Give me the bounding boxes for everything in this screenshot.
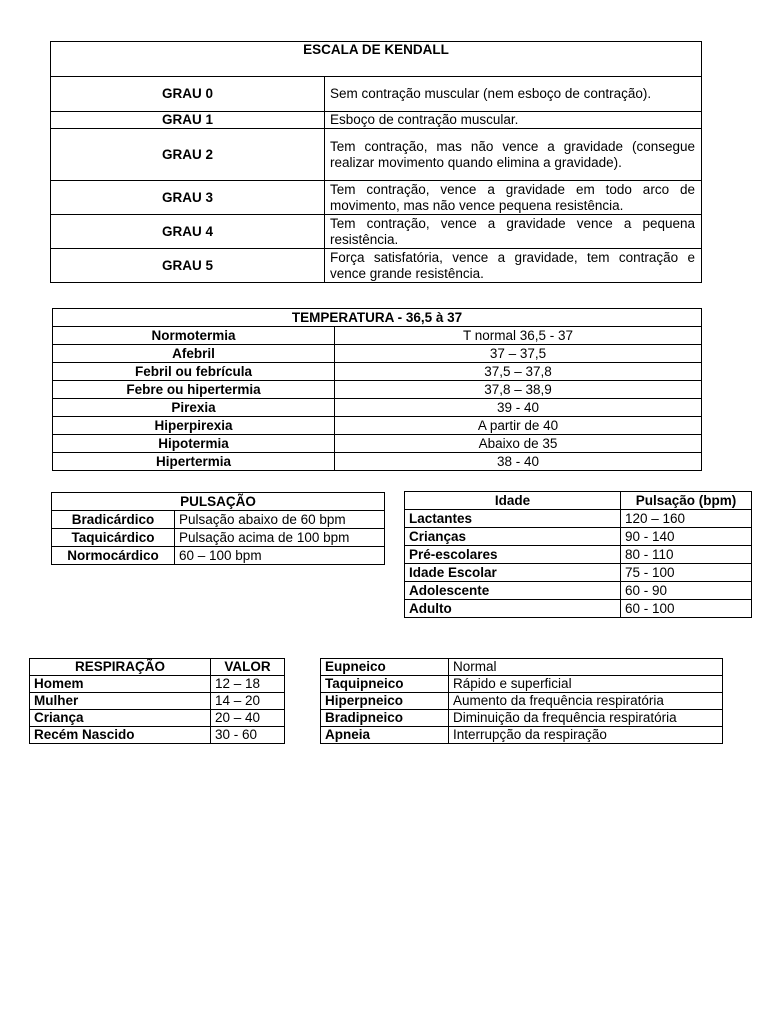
breathing-pattern-value: Normal [449,659,723,676]
respiration-value: 12 – 18 [211,676,285,693]
breathing-pattern-label: Apneia [321,727,449,744]
kendall-description: Tem contração, mas não vence a gravidade (consegue realizar movimento quando elimina a gravidade). [325,129,702,181]
pulse-label: Taquicárdico [52,529,175,547]
temperature-label: Hiperpirexia [53,417,335,435]
pulse-title: PULSAÇÃO [52,493,385,511]
age-label: Adulto [405,600,621,618]
value-header: VALOR [211,659,285,676]
kendall-grade: GRAU 2 [51,129,325,181]
respiration-label: Mulher [30,693,211,710]
kendall-description: Esboço de contração muscular. [325,112,702,129]
age-label: Pré-escolares [405,546,621,564]
age-pulse-value: 80 - 110 [621,546,752,564]
temperature-value: 37,5 – 37,8 [335,363,702,381]
temperature-label: Febre ou hipertermia [53,381,335,399]
breathing-pattern-label: Eupneico [321,659,449,676]
breathing-pattern-value: Interrupção da respiração [449,727,723,744]
breathing-pattern-label: Bradipneico [321,710,449,727]
kendall-description: Sem contração muscular (nem esboço de contração). [325,77,702,112]
temperature-value: Abaixo de 35 [335,435,702,453]
kendall-scale-table [50,41,702,283]
kendall-description: Força satisfatória, vence a gravidade, tem contração e vence grande resistência. [325,249,702,283]
respiration-label: Homem [30,676,211,693]
respiration-label: Recém Nascido [30,727,211,744]
breathing-pattern-value: Rápido e superficial [449,676,723,693]
temperature-table [52,308,702,471]
kendall-grade: GRAU 5 [51,249,325,283]
pulse-value: Pulsação abaixo de 60 bpm [175,511,385,529]
kendall-grade: GRAU 4 [51,215,325,249]
pulse-label: Normocárdico [52,547,175,565]
pulse-value: 60 – 100 bpm [175,547,385,565]
kendall-description: Tem contração, vence a gravidade em todo arco de movimento, mas não vence pequena resistência. [325,181,702,215]
breathing-patterns-table [320,658,723,744]
breathing-pattern-value: Diminuição da frequência respiratória [449,710,723,727]
kendall-grade: GRAU 1 [51,112,325,129]
age-pulse-value: 120 – 160 [621,510,752,528]
temperature-label: Hipotermia [53,435,335,453]
kendall-grade: GRAU 3 [51,181,325,215]
pulse-label: Bradicárdico [52,511,175,529]
age-pulse-value: 90 - 140 [621,528,752,546]
temperature-label: Hipertermia [53,453,335,471]
temperature-value: 37 – 37,5 [335,345,702,363]
temperature-label: Normotermia [53,327,335,345]
temperature-label: Pirexia [53,399,335,417]
age-pulse-table [404,491,752,618]
breathing-pattern-label: Taquipneico [321,676,449,693]
kendall-grade: GRAU 0 [51,77,325,112]
breathing-pattern-label: Hiperpneico [321,693,449,710]
age-pulse-value: 60 - 100 [621,600,752,618]
age-label: Idade Escolar [405,564,621,582]
age-pulse-value: 75 - 100 [621,564,752,582]
age-header: Idade [405,492,621,510]
temperature-value: 37,8 – 38,9 [335,381,702,399]
respiration-value: 14 – 20 [211,693,285,710]
age-label: Lactantes [405,510,621,528]
kendall-description: Tem contração, vence a gravidade vence a pequena resistência. [325,215,702,249]
pulse-value: Pulsação acima de 100 bpm [175,529,385,547]
age-label: Adolescente [405,582,621,600]
respiration-value: 30 - 60 [211,727,285,744]
respiration-value: 20 – 40 [211,710,285,727]
temperature-value: 39 - 40 [335,399,702,417]
respiration-header: RESPIRAÇÃO [30,659,211,676]
temperature-value: T normal 36,5 - 37 [335,327,702,345]
temperature-value: 38 - 40 [335,453,702,471]
pulse-table [51,492,385,565]
age-label: Crianças [405,528,621,546]
age-pulse-value: 60 - 90 [621,582,752,600]
kendall-title: ESCALA DE KENDALL [51,42,702,77]
temperature-label: Febril ou febrícula [53,363,335,381]
temperature-label: Afebril [53,345,335,363]
temperature-title: TEMPERATURA - 36,5 à 37 [53,309,702,327]
respiration-table [29,658,285,744]
respiration-label: Criança [30,710,211,727]
temperature-value: A partir de 40 [335,417,702,435]
breathing-pattern-value: Aumento da frequência respiratória [449,693,723,710]
pulse-bpm-header: Pulsação (bpm) [621,492,752,510]
